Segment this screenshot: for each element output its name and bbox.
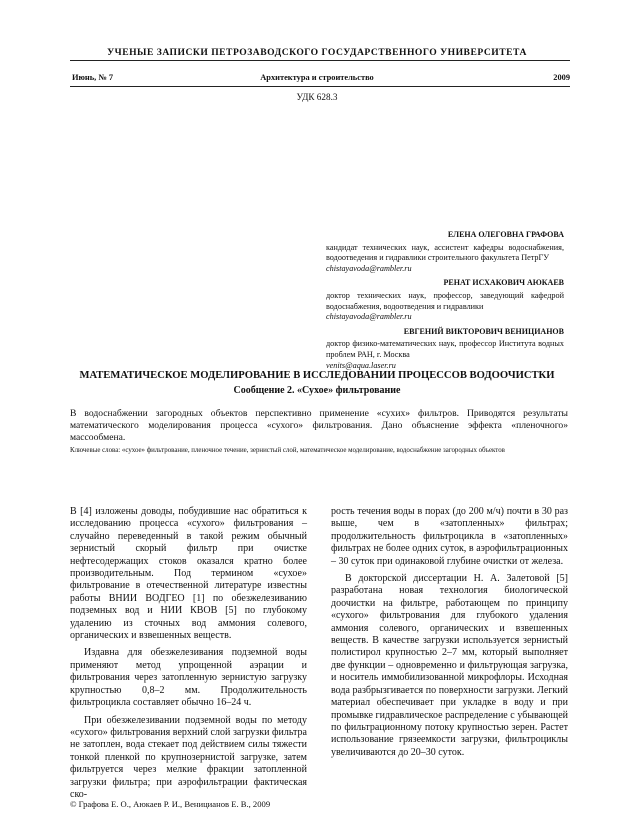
author-email: venits@aqua.laser.ru	[326, 360, 396, 370]
copyright-footer: © Графова Е. О., Аюкаев Р. И., Веницианов Е. В., 2009	[70, 799, 271, 809]
abstract: В водоснабжении загородных объектов перспективно применение «сухих» фильтров. Приводятся результаты математического моделирования процесса «сухого» фильтрования. Дано объяснение эффекта «пленочного» массообмена.	[70, 408, 568, 443]
article-title: МАТЕМАТИЧЕСКОЕ МОДЕЛИРОВАНИЕ В ИССЛЕДОВАНИИ ПРОЦЕССОВ ВОДООЧИСТКИ	[79, 370, 555, 381]
paragraph: В докторской диссертации Н. А. Залетовой [5] разработана новая технология биологической доочистки на фильтре, работающем по принципу «сухого» фильтрования для глубокого удаления аммония солевого, органических и взвешенных веществ. В качестве загрузки используется зернистый полистирол крупностью 2–7 мм, который выполняет две функции – одновременно и фильтрующая загрузка, и носитель иммобилизованной микрофлоры. Исходная вода разбрызгивается по поверхности загрузки. Легкий материал обеспечивает при укладке в воду и при промывке гидравлическое распределение с убывающей по фильтрационному потоку крупностью зерен. Растет использование грязеемкости загрузки, фильтроциклы увеличиваются до 20–30 суток.	[331, 573, 568, 758]
issue-label: Июнь, № 7	[72, 73, 114, 82]
body-column-left	[70, 506, 307, 806]
authors-block	[326, 230, 564, 375]
paragraph: Издавна для обезжелезивания подземной воды применяют метод упрощенной аэрации и фильтрования через затопленную зернистую загрузку крупностью 0,8–2 мм. Продолжительность фильтроцикла составляет обычно 16–24 ч.	[70, 647, 307, 709]
article-subtitle: Сообщение 2. «Сухое» фильтрование	[233, 385, 401, 396]
author-affiliation: доктор технических наук, профессор, заведующий кафедрой водоснабжения, водоотведения и гидравлики	[326, 290, 564, 311]
paragraph: В [4] изложены доводы, побудившие нас обратиться к исследованию процесса «сухого» фильтрования – случайно переведенный в такой режим обычный зернистый скорый фильтр при очистке нефтесодержащих стоков оказался кратно более производительным. Под термином «сухое» фильтрование в отечественной литературе известны работы ВНИИ ВОДГЕО [1] по обезжелезиванию подземных вод и НИИ КВОВ [5] по глубокому удалению из сточных вод аммония солевого, органических и взвешенных веществ.	[70, 506, 307, 642]
udk-code: УДК 628.3	[296, 92, 338, 102]
journal-title: УЧЕНЫЕ ЗАПИСКИ ПЕТРОЗАВОДСКОГО ГОСУДАРСТВЕННОГО УНИВЕРСИТЕТА	[107, 47, 527, 58]
year-label: 2009	[553, 73, 570, 82]
paragraph: рость течения воды в порах (до 200 м/ч) почти в 30 раз выше, чем в «затопленных» фильтрах; продолжительность фильтроцикла в «затопленных» фильтрах не более одних суток, в аэрофильтрационных – 30 суток при одинаковой глубине очистки от железа.	[331, 506, 568, 567]
author-affiliation: кандидат технических наук, ассистент кафедры водоснабжения, водоотведения и гидравлики строительного факультета ПетрГУ	[326, 242, 564, 263]
author-2	[326, 278, 564, 322]
paragraph: При обезжелезивании подземной воды по методу «сухого» фильтрования верхний слой загрузки фильтра не затоплен, вода стекает под действием силы тяжести тонкой пленкой по крупнозернистой загрузке, затем фильтруется через мелкие фракции затопленной загрузки фильтра; при аэрофильтрации фактическая ско-	[70, 714, 307, 800]
author-name: ЕЛЕНА ОЛЕГОВНА ГРАФОВА	[447, 230, 564, 239]
author-name: РЕНАТ ИСХАКОВИЧ АЮКАЕВ	[443, 278, 564, 288]
section-label: Архитектура и строительство	[260, 73, 374, 82]
author-3	[326, 327, 564, 371]
author-email: chistayavoda@rambler.ru	[326, 312, 412, 322]
body-column-right	[331, 506, 568, 764]
author-name: ЕВГЕНИЙ ВИКТОРОВИЧ ВЕНИЦИАНОВ	[403, 326, 564, 336]
author-affiliation: доктор физико-математических наук, профессор Института водных проблем РАН, г. Москва	[326, 339, 564, 359]
author-1	[326, 230, 564, 274]
author-email: chistayavoda@rambler.ru	[326, 263, 412, 273]
header-rule-top	[70, 60, 570, 61]
header-rule-bottom	[70, 86, 570, 87]
keywords: Ключевые слова: «сухое» фильтрование, пленочное течение, зернистый слой, математическое моделирование, водоснабжение загородных объектов	[70, 447, 505, 454]
